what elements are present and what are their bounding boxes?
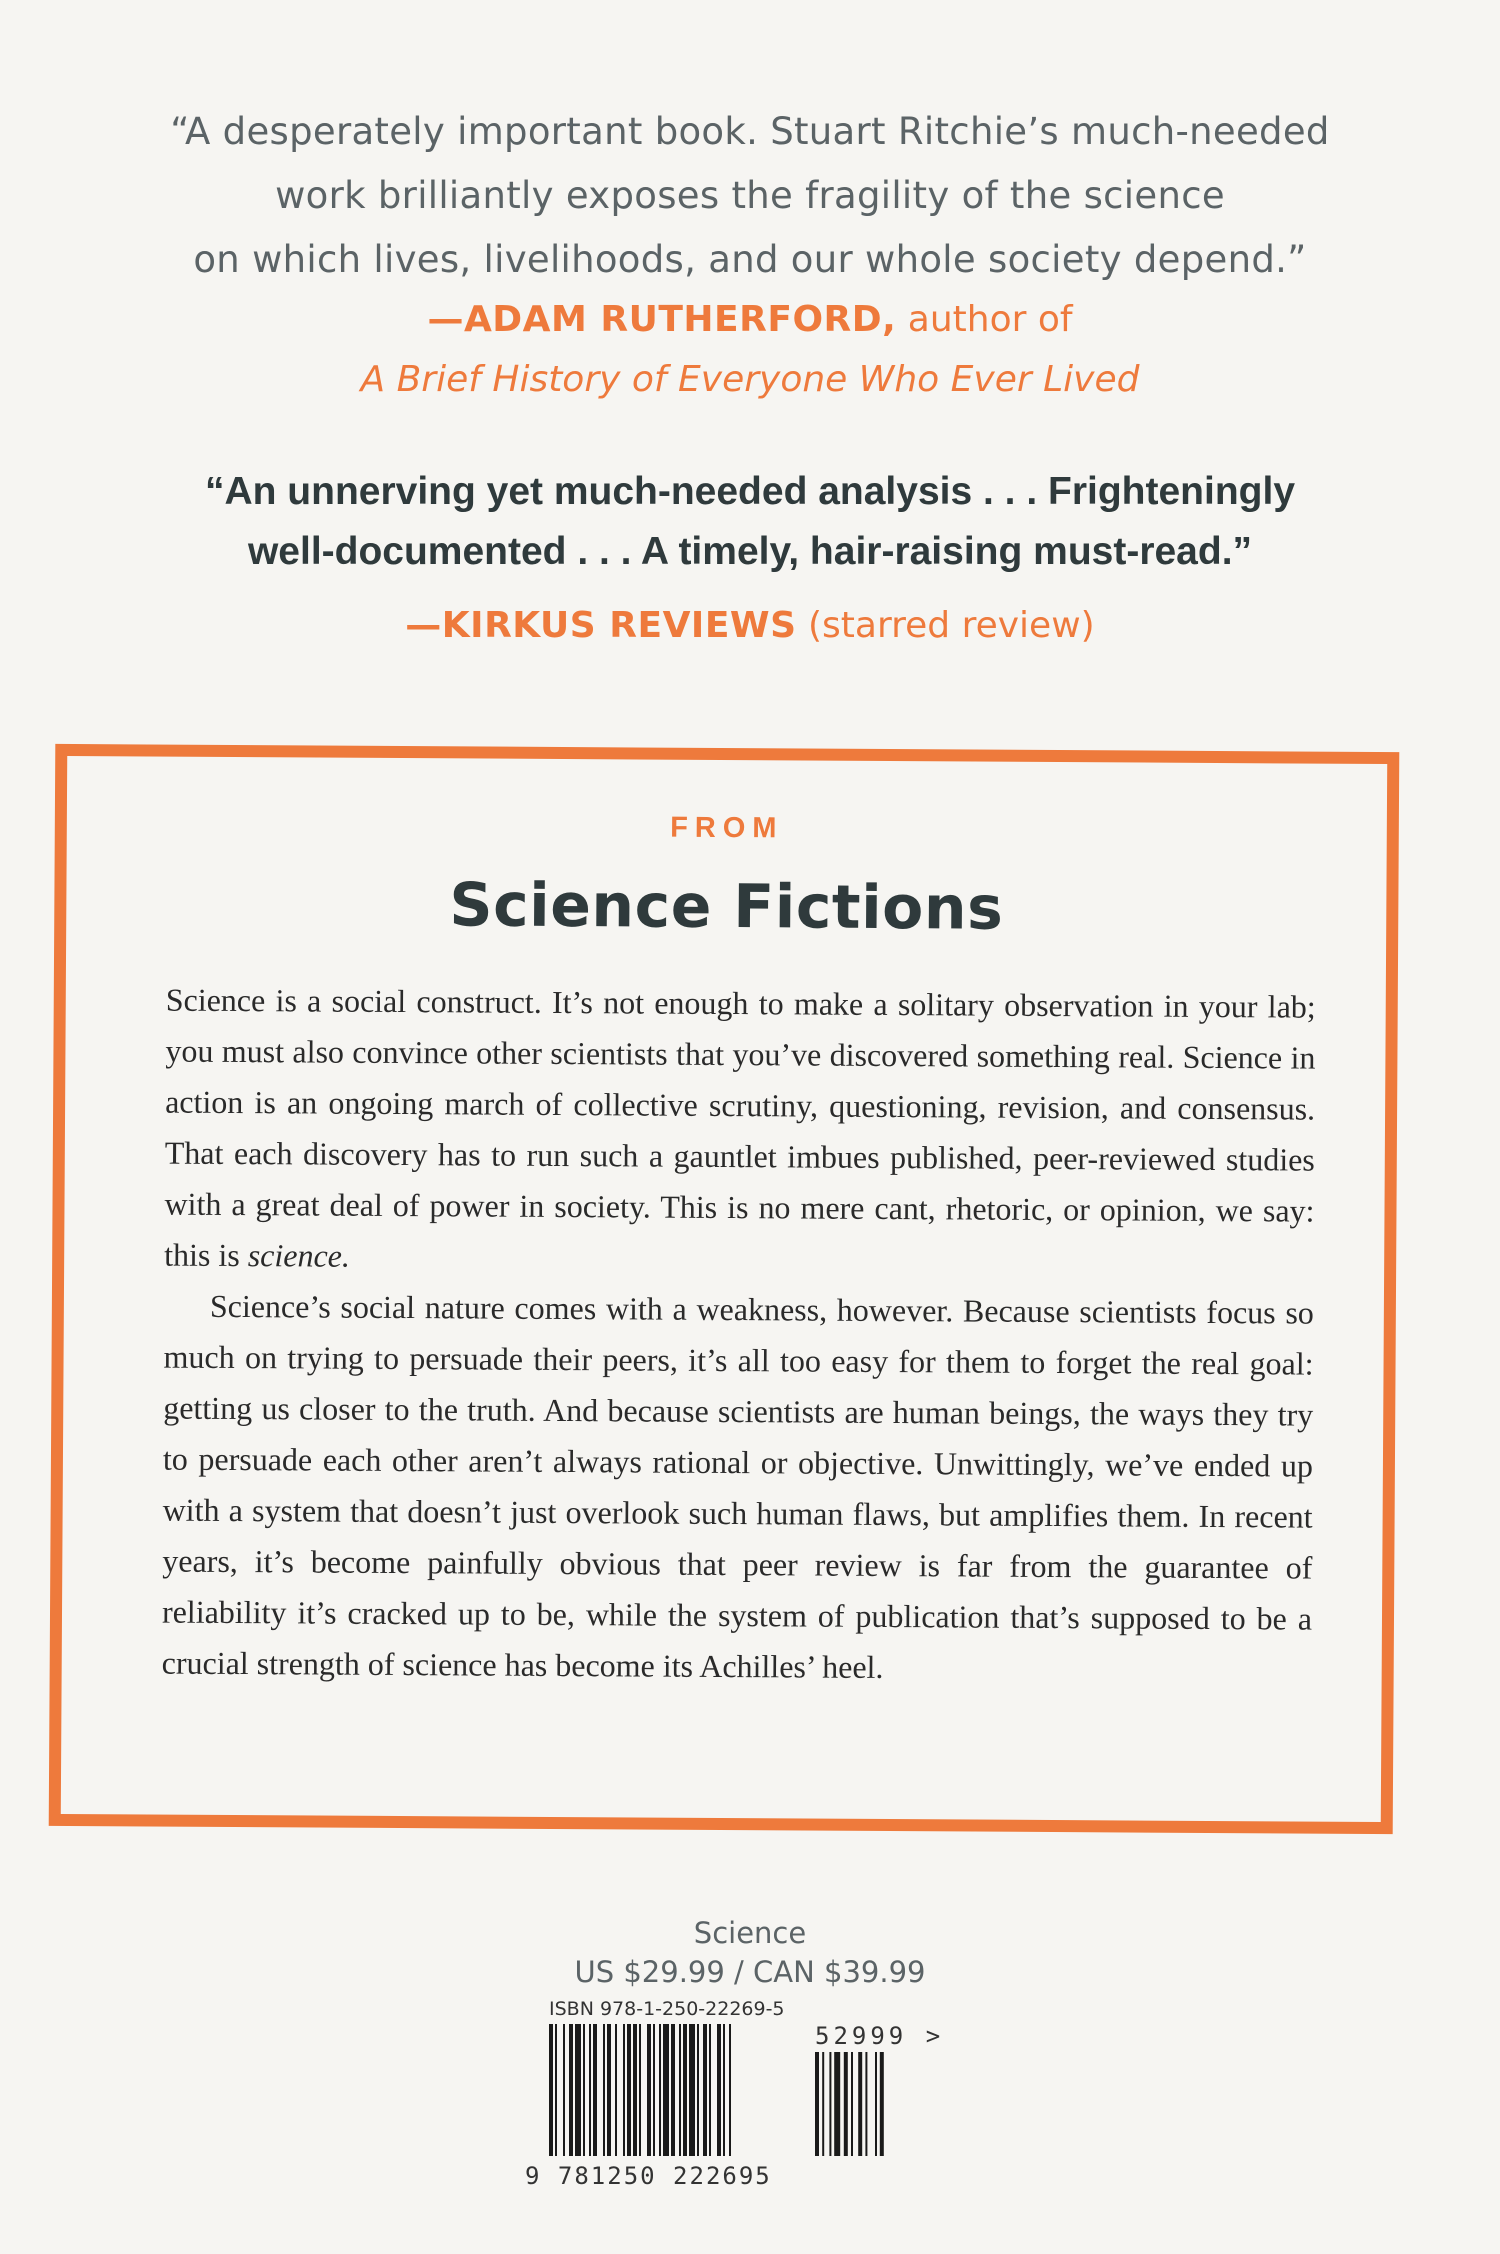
quote-line: “A desperately important book. Stuart Ritchie’s much-needed <box>170 110 1330 153</box>
barcode-bars-icon <box>525 2024 945 2164</box>
attribution-role: author of <box>896 299 1073 340</box>
quote-line: work brilliantly exposes the fragility of the science <box>275 174 1225 217</box>
price-code: 52999 > <box>815 2022 945 2050</box>
review-quote-kirkus <box>0 462 1500 582</box>
quote-line: on which lives, livelihoods, and our whole society depend.” <box>193 238 1307 281</box>
book-title: Science Fictions <box>449 870 1004 944</box>
price-label: US $29.99 / CAN $39.99 <box>574 1955 926 1989</box>
attribution-rutherford <box>0 290 1500 410</box>
isbn-label: ISBN 978-1-250-22269-5 <box>549 1998 785 2020</box>
attribution-name: —ADAM RUTHERFORD, <box>427 299 897 340</box>
excerpt-text <box>162 975 1316 1696</box>
barcode-digits: 9 781250 222695 <box>525 2162 772 2190</box>
attribution-kirkus <box>0 596 1500 656</box>
excerpt-box <box>49 744 1400 1834</box>
attribution-note: (starred review) <box>796 605 1095 646</box>
from-label: FROM <box>670 811 784 845</box>
excerpt-paragraph: Science’s social nature comes with a weakness, however. Because scientists focus so much on trying to persuade their peers, it’s all too easy for them to forget the real goal: getting us closer to the truth. And because scientists are human beings, the ways they try to persuade each other aren’t always rational or objective. Unwittingly, we’ve ended up with a system that doesn’t just overlook such human flaws, but amplifies them. In recent years, it’s become painfully obvious that peer review is far from the guarantee of reliability it’s cracked up to be, while the system of publication that’s supposed to be a crucial strength of science has become its Achilles’ heel. <box>161 1287 1314 1685</box>
isbn-barcode <box>525 1998 945 2198</box>
excerpt-paragraph <box>164 975 1316 1288</box>
review-quote-rutherford <box>0 100 1500 292</box>
quote-line: well-documented . . . A timely, hair-raising must-read.” <box>247 530 1253 573</box>
attribution-name: —KIRKUS REVIEWS <box>405 605 797 646</box>
attribution-book-title: A Brief History of Everyone Who Ever Lived <box>360 359 1140 400</box>
quote-line: “An unnerving yet much-needed analysis . . . Frighteningly <box>204 470 1296 513</box>
category-label: Science <box>693 1916 807 1950</box>
paragraph-text: Science is a social construct. It’s not enough to make a solitary observation in your lab; you must also convince other scientists that you’ve discovered something real. Science in action is an ongoing march of collective scrutiny, questioning, revision, and consensus. That each discovery has to run such a gauntlet imbues published, peer-reviewed studies with a great deal of power in society. This is no mere cant, rhetoric, or opinion, we say: this is <box>164 981 1316 1274</box>
emphasis-text: science. <box>247 1237 351 1274</box>
